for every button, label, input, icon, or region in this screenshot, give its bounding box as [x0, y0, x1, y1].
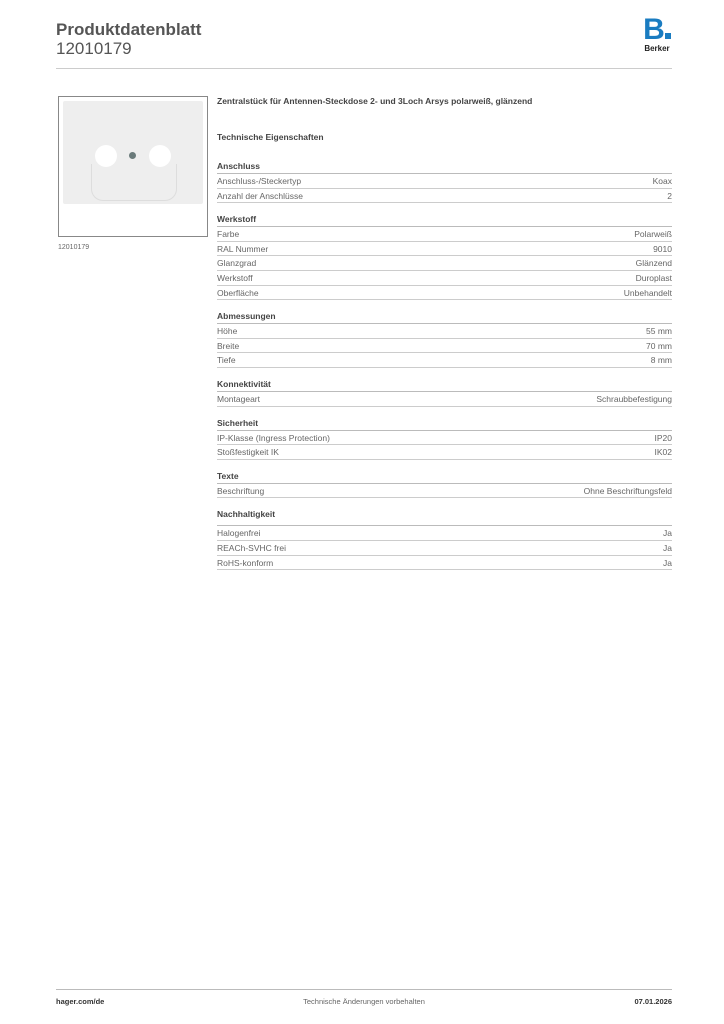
footer-divider [56, 989, 672, 990]
section-title: Sicherheit [217, 416, 672, 431]
section-title: Anschluss [217, 159, 672, 174]
spec-row [217, 445, 672, 460]
spec-label: Anzahl der Anschlüsse [217, 190, 303, 201]
spec-label: Breite [217, 340, 240, 351]
spec-value: Polarweiß [634, 229, 672, 240]
section-title: Texte [217, 469, 672, 484]
spec-value: Unbehandelt [623, 287, 672, 298]
spec-row [217, 431, 672, 446]
spec-label: Anschluss-/Steckertyp [217, 176, 302, 186]
spec-value: Duroplast [635, 272, 672, 283]
brand-name: Berker [644, 44, 670, 53]
spec-row [217, 556, 672, 571]
section-title: Nachhaltigkeit [217, 507, 672, 526]
image-caption: 12010179 [58, 244, 90, 251]
spec-section [217, 416, 672, 460]
spec-section [217, 507, 672, 570]
footer-website: hager.com/de [56, 997, 105, 1006]
header-divider [56, 68, 672, 69]
spec-value: 55 mm [646, 326, 672, 337]
spec-value: 2 [667, 190, 672, 201]
spec-value: Schraubbefestigung [596, 393, 672, 404]
page-title: Produktdatenblatt [56, 20, 202, 39]
spec-value: IP20 [654, 432, 672, 443]
section-title: Konnektivität [217, 377, 672, 392]
spec-row [217, 256, 672, 271]
spec-row [217, 242, 672, 257]
spec-section [217, 377, 672, 407]
spec-value: Glänzend [635, 258, 672, 269]
spec-row [217, 324, 672, 339]
spec-row [217, 174, 672, 189]
product-number: 12010179 [56, 39, 132, 58]
spec-section [217, 469, 672, 499]
spec-label: Glanzgrad [217, 258, 257, 269]
spec-label: RAL Nummer [217, 243, 269, 254]
spec-label: Stoßfestigkeit IK [217, 447, 279, 458]
spec-value: 9010 [653, 243, 672, 254]
spec-value: 70 mm [646, 340, 672, 351]
spec-value: Ja [663, 528, 672, 539]
spec-label: IP-Klasse (Ingress Protection) [217, 432, 330, 443]
section-title: Abmessungen [217, 309, 672, 324]
berker-logo: B Berker [640, 16, 674, 53]
spec-label: Höhe [217, 326, 238, 337]
footer-note: Technische Änderungen vorbehalten [303, 997, 425, 1006]
spec-row [217, 541, 672, 556]
spec-value: Ja [663, 557, 672, 568]
spec-row [217, 339, 672, 354]
spec-section [217, 309, 672, 368]
spec-row [217, 526, 672, 541]
spec-row [217, 392, 672, 407]
spec-row [217, 353, 672, 368]
spec-label: REACh-SVHC frei [217, 542, 286, 553]
footer-date: 07.01.2026 [634, 997, 672, 1006]
spec-row [217, 227, 672, 242]
spec-value: 8 mm [650, 355, 672, 366]
spec-row [217, 484, 672, 499]
spec-value: Koax [652, 176, 672, 186]
spec-section [217, 212, 672, 300]
spec-content [217, 96, 672, 579]
spec-label: RoHS-konform [217, 557, 274, 568]
spec-label: Oberfläche [217, 287, 259, 298]
spec-row [217, 286, 672, 301]
spec-label: Montageart [217, 393, 260, 404]
spec-row [217, 271, 672, 286]
product-description: Zentralstück für Antennen-Steckdose 2- und 3Loch Arsys polarweiß, glänzend [217, 96, 533, 106]
spec-label: Tiefe [217, 355, 236, 366]
section-title: Werkstoff [217, 212, 672, 227]
spec-section [217, 159, 672, 203]
spec-value: Ja [663, 542, 672, 553]
spec-value: Ohne Beschriftungsfeld [583, 485, 672, 496]
spec-row [217, 189, 672, 204]
spec-value: IK02 [654, 447, 672, 458]
spec-label: Farbe [217, 229, 240, 240]
spec-label: Beschriftung [217, 485, 265, 496]
tech-heading: Technische Eigenschaften [217, 132, 324, 142]
spec-label: Halogenfrei [217, 528, 261, 539]
product-image [58, 96, 208, 237]
spec-label: Werkstoff [217, 272, 253, 283]
